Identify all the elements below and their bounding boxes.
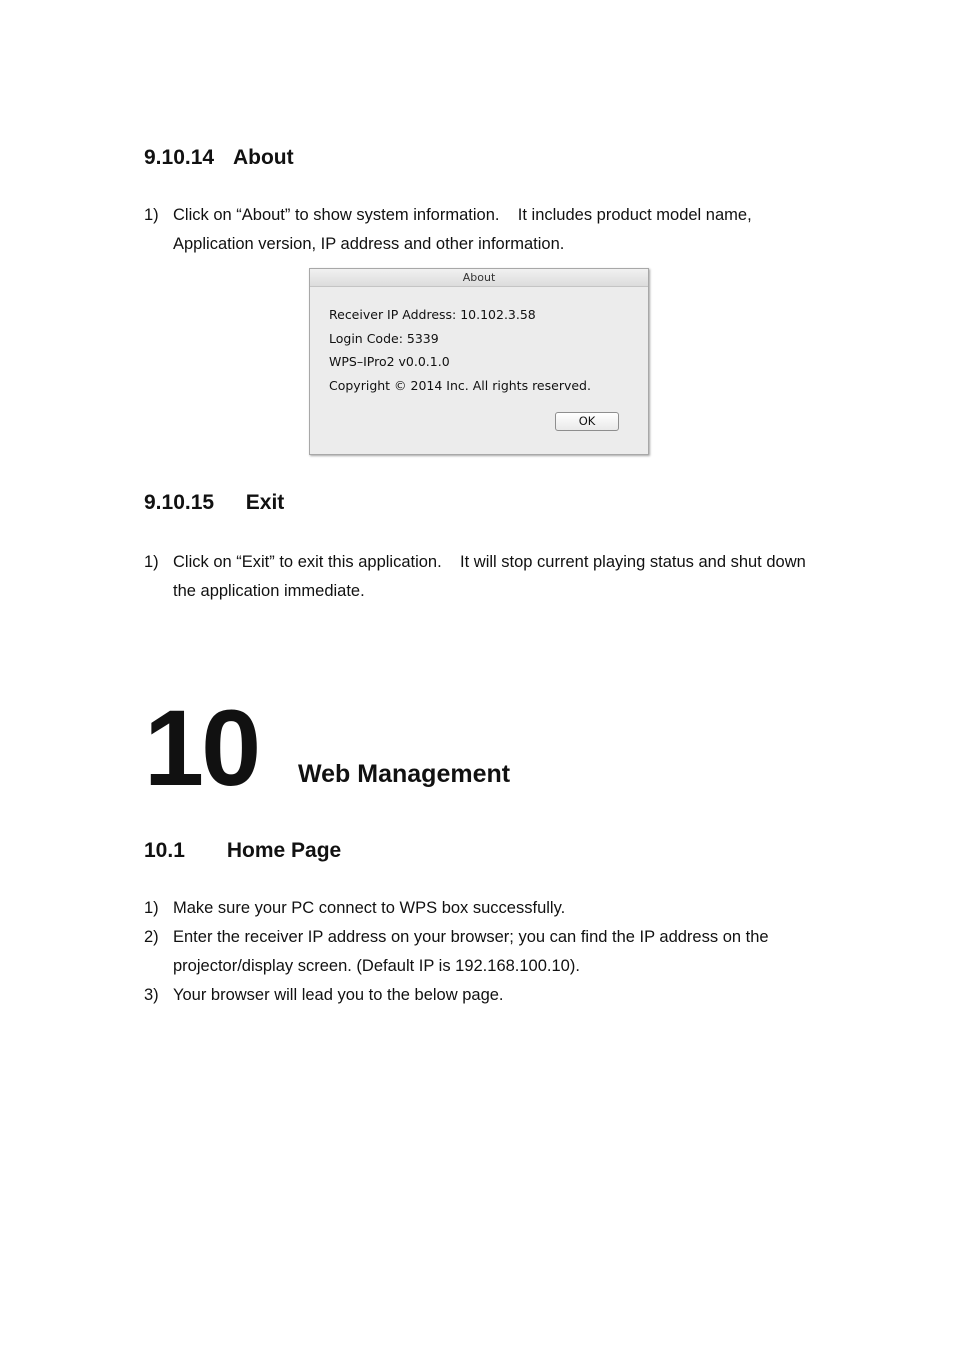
ok-button[interactable]: OK xyxy=(555,412,619,431)
dialog-info xyxy=(329,303,591,397)
list-marker: 1) xyxy=(144,206,159,224)
home-page-steps-list xyxy=(144,894,824,1010)
list-item xyxy=(144,894,824,923)
section-heading-about xyxy=(144,146,294,170)
list-marker: 3) xyxy=(144,986,159,1004)
receiver-ip-line: Receiver IP Address: 10.102.3.58 xyxy=(329,307,536,322)
list-item-text: Click on “About” to show system information. It includes product model name, Application version, IP address and other information. xyxy=(173,206,756,253)
list-item xyxy=(144,981,824,1010)
section-title: Home Page xyxy=(226,839,342,862)
about-dialog xyxy=(309,268,649,455)
section-number: 9.10.15 xyxy=(144,491,215,514)
section-number: 9.10.14 xyxy=(144,146,215,169)
section-title: About xyxy=(232,146,294,169)
list-item-text: Enter the receiver IP address on your browser; you can find the IP address on the projector/display screen. (Default IP is 192.168.100.10). xyxy=(173,928,769,975)
section-heading-exit xyxy=(144,491,284,515)
dialog-title: About xyxy=(310,269,648,287)
login-code-line: Login Code: 5339 xyxy=(329,330,439,346)
list-marker: 2) xyxy=(144,928,159,946)
chapter-title: Web Management xyxy=(298,760,511,788)
section-heading-home-page xyxy=(144,839,341,863)
chapter-number: 10 xyxy=(144,687,259,808)
list-item-text: Make sure your PC connect to WPS box successfully. xyxy=(173,899,566,917)
list-item xyxy=(144,548,824,606)
about-steps-list xyxy=(144,201,824,259)
exit-steps-list xyxy=(144,548,824,606)
copyright-line: Copyright © 2014 Inc. All rights reserved. xyxy=(329,377,591,393)
list-item-text: Click on “Exit” to exit this application. It will stop current playing status and shut down the application immediate. xyxy=(173,553,811,600)
section-number: 10.1 xyxy=(144,839,185,862)
version-line: WPS–IPro2 v0.0.1.0 xyxy=(329,354,450,369)
list-marker: 1) xyxy=(144,553,159,571)
list-item xyxy=(144,201,824,259)
list-marker: 1) xyxy=(144,899,159,917)
list-item xyxy=(144,923,824,981)
list-item-text: Your browser will lead you to the below page. xyxy=(173,986,504,1004)
section-title: Exit xyxy=(245,491,285,514)
